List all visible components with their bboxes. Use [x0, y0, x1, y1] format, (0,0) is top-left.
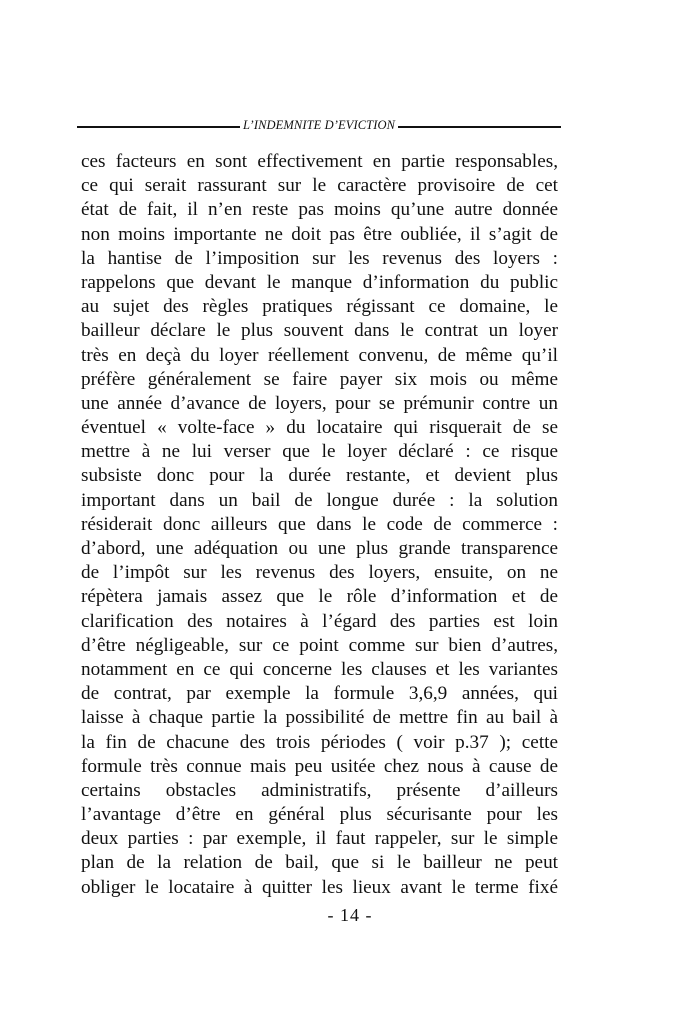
text-line: répètera jamais assez que le rôle d’information et de: [81, 586, 558, 608]
text-line: de l’impôt sur les revenus des loyers, ensuite, on ne: [81, 562, 558, 584]
text-line: obliger le locataire à quitter les lieux avant le terme fixé: [81, 876, 558, 898]
text-line: rappelons que devant le manque d’information du public: [81, 271, 558, 293]
text-line: laisse à chaque partie la possibilité de mettre fin au bail à: [81, 707, 558, 729]
text-line: préfère généralement se faire payer six mois ou même: [81, 368, 558, 390]
text-line: éventuel « volte-face » du locataire qui risquerait de se: [81, 417, 558, 439]
header-title: L’INDEMNITE D’EVICTION: [242, 118, 396, 132]
text-line: la hantise de l’imposition sur les revenus des loyers :: [81, 247, 558, 269]
page-number: - 14 -: [327, 905, 373, 925]
text-line: certains obstacles administratifs, présente d’ailleurs: [81, 779, 558, 801]
text-line: résiderait donc ailleurs que dans le code de commerce :: [81, 513, 558, 535]
text-line: d’abord, une adéquation ou une plus grande transparence: [81, 538, 558, 559]
header-rule-right: [398, 126, 561, 128]
body-text: [81, 150, 558, 900]
text-line: bailleur déclare le plus souvent dans le contrat un loyer: [81, 320, 558, 342]
text-line: important dans un bail de longue durée : la solution: [81, 489, 558, 511]
text-line: de contrat, par exemple la formule 3,6,9 années, qui: [81, 683, 558, 705]
running-header: [77, 112, 561, 132]
text-line: non moins importante ne doit pas être oubliée, il s’agit de: [81, 223, 558, 245]
text-line: notamment en ce qui concerne les clauses et les variantes: [81, 658, 558, 680]
text-line: plan de la relation de bail, que si le bailleur ne peut: [81, 852, 558, 874]
text-line: ce qui serait rassurant sur le caractère provisoire de cet: [81, 175, 558, 197]
text-line: deux parties : par exemple, il faut rappeler, sur le simple: [81, 828, 558, 850]
text-line: au sujet des règles pratiques régissant ce domaine, le: [81, 296, 558, 318]
text-line: très en deçà du loyer réellement convenu, de même qu’il: [81, 344, 558, 366]
text-line: clarification des notaires à l’égard des parties est loin: [81, 610, 558, 632]
text-line: état de fait, il n’en reste pas moins qu’une autre donnée: [81, 199, 558, 221]
text-line: l’avantage d’être en général plus sécurisante pour les: [81, 804, 558, 826]
text-line: ces facteurs en sont effectivement en partie responsables,: [81, 151, 558, 172]
text-line: d’être négligeable, sur ce point comme sur bien d’autres,: [81, 634, 558, 656]
text-line: subsiste donc pour la durée restante, et devient plus: [81, 465, 558, 487]
text-line: mettre à ne lui verser que le loyer déclaré : ce risque: [81, 441, 558, 463]
text-line: la fin de chacune des trois périodes ( voir p.37 ); cette: [81, 731, 558, 753]
text-line: formule très connue mais peu usitée chez nous à cause de: [81, 755, 558, 777]
header-rule-left: [77, 126, 240, 128]
text-line: une année d’avance de loyers, pour se prémunir contre un: [81, 392, 558, 414]
